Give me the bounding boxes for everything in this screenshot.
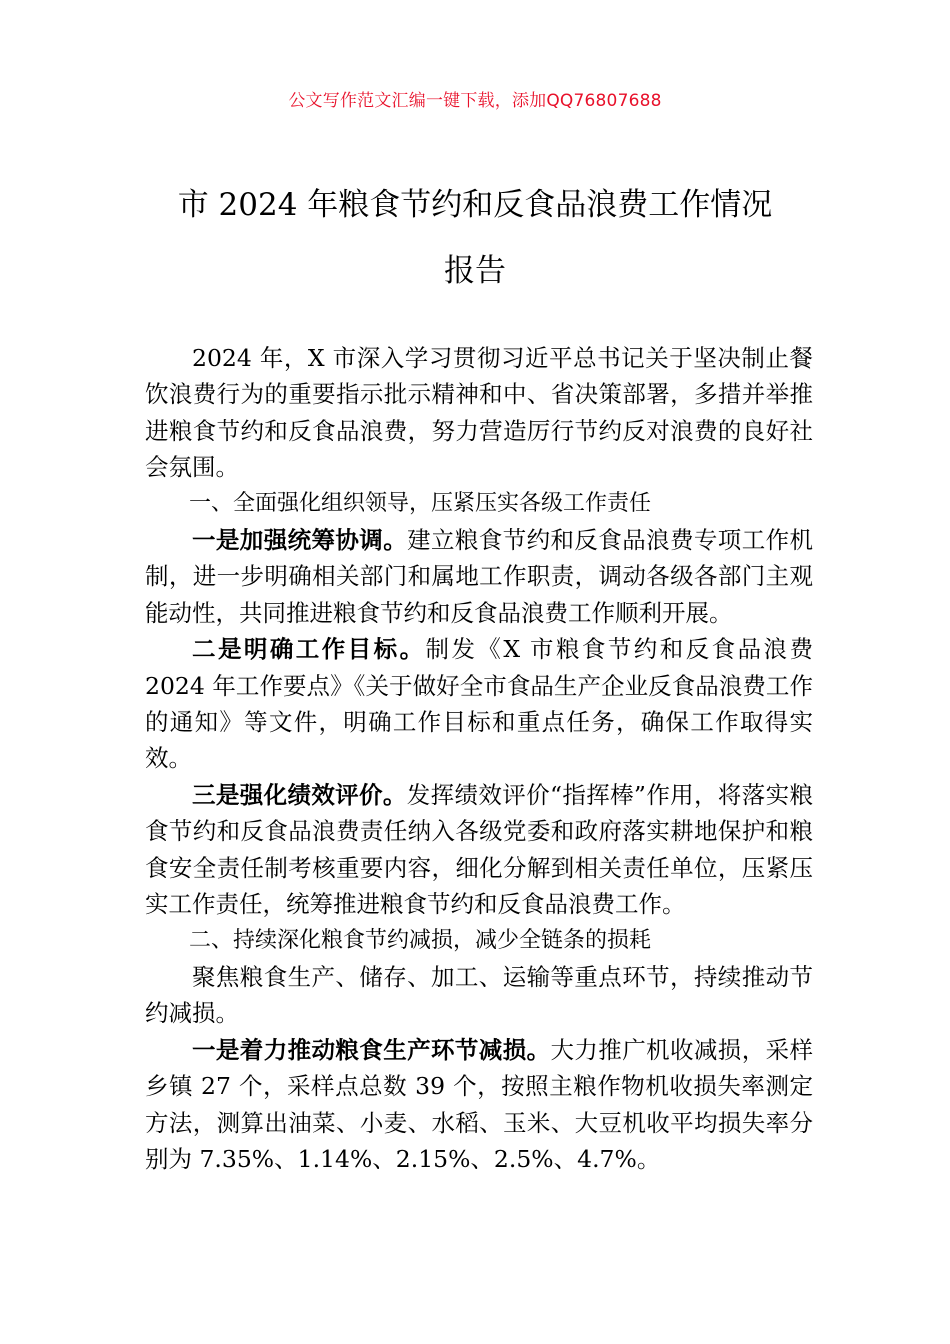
section-2-heading: 二、持续深化粮食节约减损，减少全链条的损耗 <box>189 927 652 953</box>
title-line-2: 报告 <box>444 253 506 289</box>
paragraph-coordination <box>145 522 813 631</box>
paragraph-production <box>145 1032 813 1178</box>
paragraph-lead: 三是强化绩效评价。 <box>192 780 407 809</box>
paragraph-text: 发挥绩效评价“指挥棒”作用，将落实粮食节约和反食品浪费责任纳入各级党委和政府落实耕地保护和粮食安全责任制考核重要内容，细化分解到相关责任单位，压紧压实工作责任，统筹推进粮食节约和反食品浪费工作。 <box>145 780 813 919</box>
paragraph-text: 制发《X 市粮食节约和反食品浪费 2024 年工作要点》《关于做好全市食品生产企业反食品浪费工作的通知》等文件，明确工作目标和重点任务，确保工作取得实效。 <box>145 635 813 773</box>
paragraph-goals <box>145 631 813 777</box>
paragraph-lead: 一是着力推动粮食生产环节减损。 <box>192 1035 551 1064</box>
paragraph-text: 建立粮食节约和反食品浪费专项工作机制，进一步明确相关部门和属地工作职责，调动各级各部门主观能动性，共同推进粮食节约和反食品浪费工作顺利开展。 <box>145 526 814 627</box>
section-1-heading: 一、全面强化组织领导，压紧压实各级工作责任 <box>189 490 652 516</box>
intro-paragraph: 2024 年，X 市深入学习贯彻习近平总书记关于坚决制止餐饮浪费行为的重要指示批示精神和中、省决策部署，多措并举推进粮食节约和反食品浪费，努力营造厉行节约反对浪费的良好社会氛围。 <box>145 344 813 482</box>
paragraph-text: 大力推广机收减损，采样乡镇 27 个，采样点总数 39 个，按照主粮作物机收损失率测定方法，测算出油菜、小麦、水稻、玉米、大豆机收平均损失率分别为 7.35%、1.14%、2.15%、2.5%、4.7%。 <box>145 1035 813 1173</box>
paragraph-evaluation <box>145 777 813 923</box>
document-body <box>145 340 813 1177</box>
paragraph-lead: 一是加强统筹协调。 <box>192 526 408 555</box>
section-2-intro: 聚焦粮食生产、储存、加工、运输等重点环节，持续推动节约减损。 <box>145 962 813 1028</box>
title-line-1: 市 2024 年粮食节约和反食品浪费工作情况 <box>177 187 773 223</box>
document-title <box>120 172 830 304</box>
watermark-text: 公文写作范文汇编一键下载，添加QQ76807688 <box>288 91 662 111</box>
paragraph-lead: 二是明确工作目标。 <box>192 635 426 664</box>
